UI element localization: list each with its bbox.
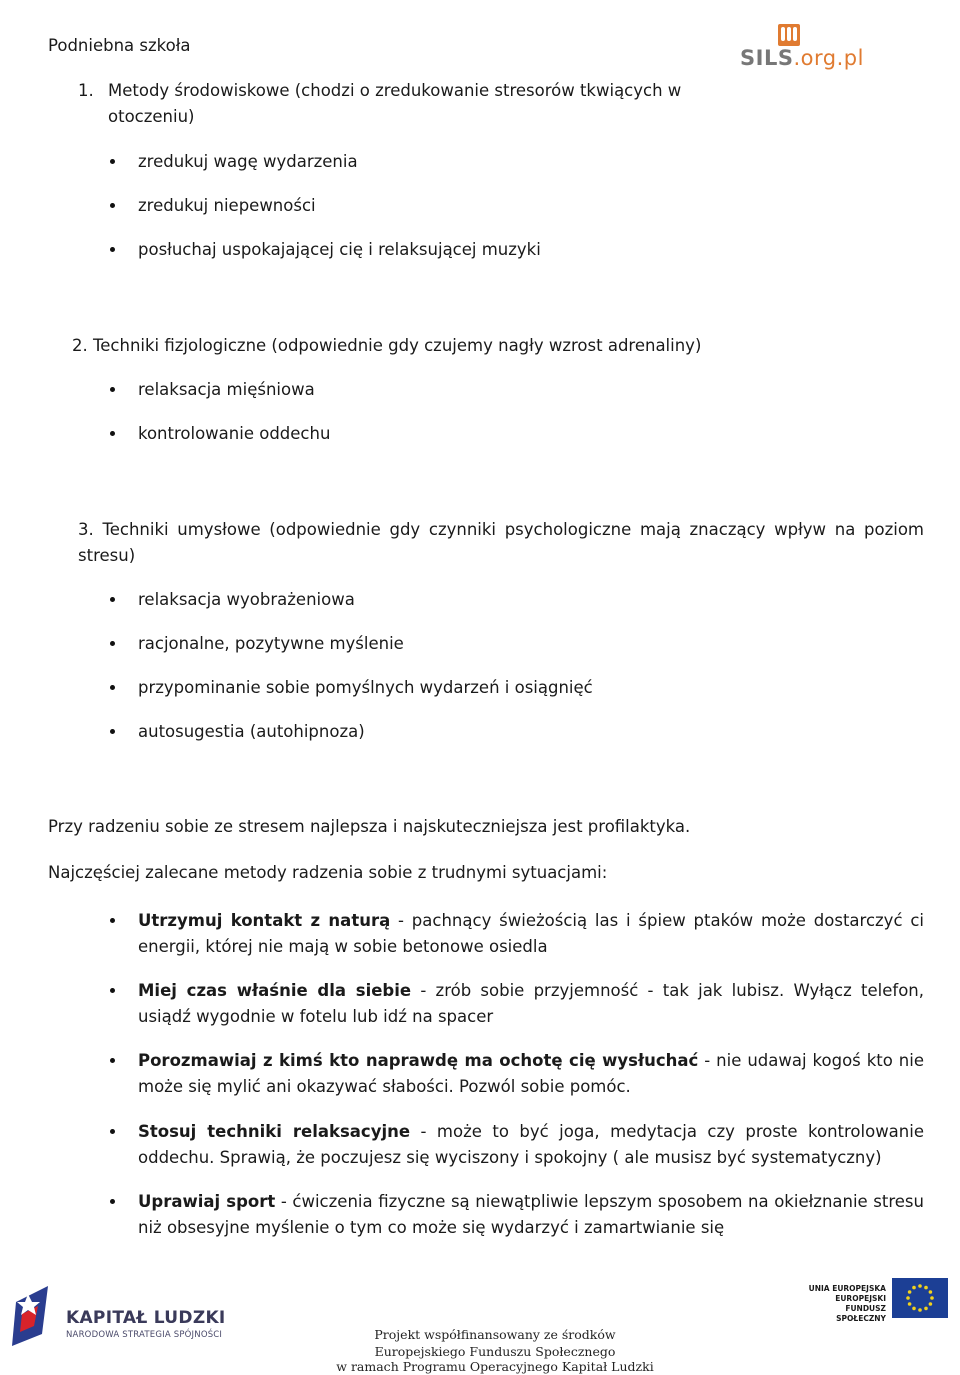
- list-item: racjonalne, pozytywne myślenie: [138, 631, 924, 657]
- method-item: [138, 1119, 924, 1171]
- method-text: - zrób sobie przyjemność - tak jak lubisz. Wyłącz telefon, usiądź wygodnie w fotelu lub idź na spacer: [138, 981, 924, 1026]
- eu-flag-icon: [892, 1278, 948, 1318]
- method-item: [138, 1189, 924, 1241]
- method-title: Uprawiaj sport: [138, 1192, 276, 1211]
- list-item: posłuchaj uspokajającej cię i relaksującej muzyki: [138, 237, 924, 263]
- method-title: Miej czas właśnie dla siebie: [138, 981, 412, 1000]
- section1-heading: Metody środowiskowe (chodzi o zredukowanie stresorów tkwiących w otoczeniu): [108, 81, 682, 126]
- section1-number: 1.: [78, 81, 94, 100]
- footer-line-3: w ramach Programu Operacyjnego Kapitał Ludzki: [336, 1359, 654, 1374]
- method-text: - nie udawaj kogoś kto nie może się mylić ani okazywać słabości. Pozwól sobie pomóc.: [138, 1051, 925, 1096]
- list-item: zredukuj niepewności: [138, 193, 924, 219]
- list-item: kontrolowanie oddechu: [138, 421, 924, 447]
- method-title: Stosuj techniki relaksacyjne: [138, 1122, 411, 1141]
- eu-logo-text: UNIA EUROPEJSKA EUROPEJSKI FUNDUSZ SPOŁECZNY: [808, 1284, 886, 1323]
- footer-line-1: Projekt współfinansowany ze środków: [374, 1327, 616, 1342]
- eu-logo: [802, 1278, 952, 1322]
- methods-intro: Najczęściej zalecane metody radzenia sobie z trudnymi sytuacjami:: [48, 863, 608, 882]
- sils-logo-icon: [778, 24, 800, 46]
- method-item: [138, 908, 924, 960]
- kapital-ludzki-logo: [8, 1284, 238, 1350]
- footer-line-2: Europejskiego Funduszu Społecznego: [374, 1344, 616, 1359]
- list-item: zredukuj wagę wydarzenia: [138, 149, 924, 175]
- list-item: relaksacja mięśniowa: [138, 377, 924, 403]
- page-title: Podniebna szkoła: [48, 36, 191, 55]
- method-text: - może to być joga, medytacja czy proste kontrolowanie oddechu. Sprawią, że poczujesz się wyciszony i spokojny ( ale musisz być systematyczny): [138, 1122, 924, 1167]
- section2-heading: 2. Techniki fizjologiczne (odpowiednie gdy czujemy nagły wzrost adrenaliny): [72, 336, 702, 355]
- method-text: - pachnący świeżością las i śpiew ptaków może dostarczyć ci energii, której nie mają w sobie betonowe osiedla: [138, 911, 924, 956]
- list-item: autosugestia (autohipnoza): [138, 719, 924, 745]
- prophylaxis-paragraph: Przy radzeniu sobie ze stresem najlepsza i najskuteczniejsza jest profilaktyka.: [48, 817, 691, 836]
- method-item: [138, 978, 924, 1030]
- kapital-ludzki-subtitle: NARODOWA STRATEGIA SPÓJNOŚCI: [66, 1330, 223, 1340]
- kapital-ludzki-icon: [8, 1284, 58, 1350]
- sils-logo-text: SILS.org.pl: [740, 46, 864, 70]
- list-item: relaksacja wyobrażeniowa: [138, 587, 924, 613]
- list-item: przypominanie sobie pomyślnych wydarzeń i osiągnięć: [138, 675, 924, 701]
- section3-heading: 3. Techniki umysłowe (odpowiednie gdy czynniki psychologiczne mają znaczący wpływ na poziom: [78, 520, 924, 539]
- kapital-ludzki-title: KAPITAŁ LUDZKI: [66, 1308, 226, 1328]
- sils-logo: [740, 24, 864, 76]
- section3-heading-cont: stresu): [78, 546, 136, 565]
- method-title: Porozmawiaj z kimś kto naprawdę ma ochotę cię wysłuchać: [138, 1051, 699, 1070]
- method-text: - ćwiczenia fizyczne są niewątpliwie lepszym sposobem na okiełznanie stresu niż obsesyjne myślenie o tym co może się wydarzyć i zamartwianie się: [138, 1192, 924, 1237]
- method-item: [138, 1048, 924, 1100]
- method-title: Utrzymuj kontakt z naturą: [138, 911, 391, 930]
